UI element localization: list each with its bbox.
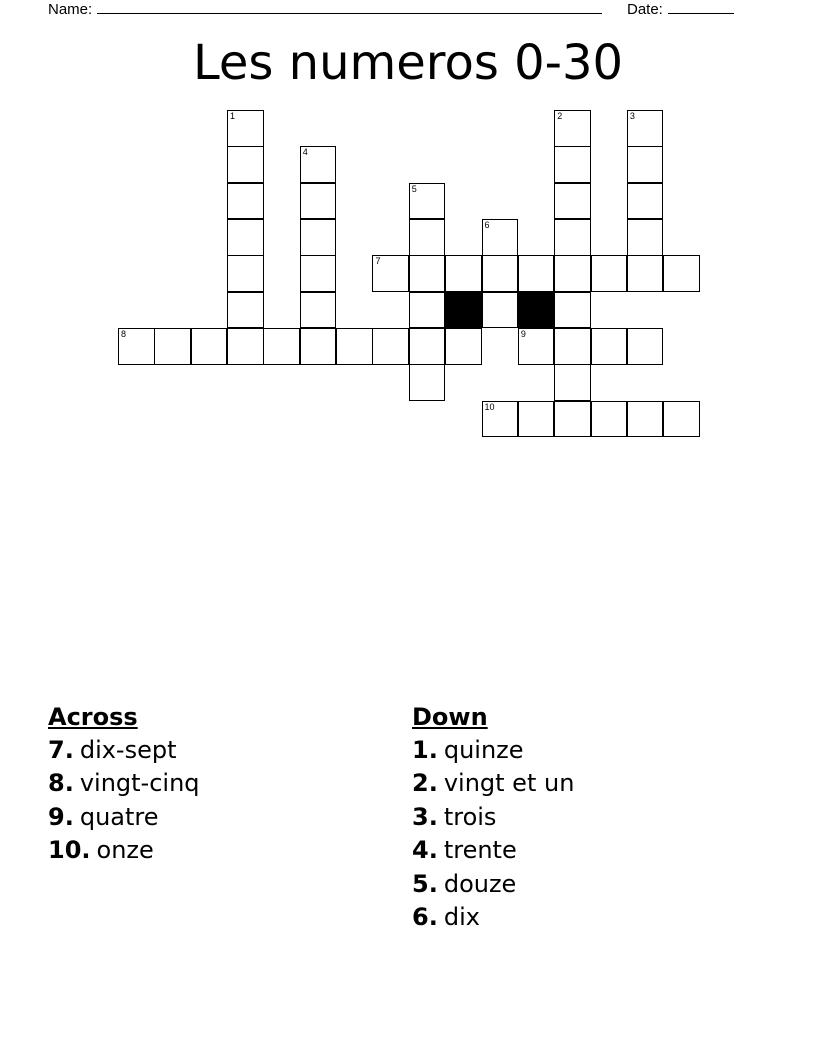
clue-item-number: 9.	[48, 802, 74, 831]
clue-item-text: quinze	[443, 736, 524, 764]
clue-item	[412, 834, 574, 867]
grid-cell[interactable]	[154, 328, 191, 365]
clue-item	[412, 734, 574, 767]
grid-cell[interactable]	[482, 255, 519, 292]
grid-cell[interactable]	[372, 255, 409, 292]
clue-item	[48, 767, 200, 800]
grid-cell[interactable]	[300, 328, 337, 365]
grid-cell[interactable]	[554, 401, 591, 438]
clue-item	[412, 901, 574, 934]
grid-cell[interactable]	[409, 219, 446, 256]
grid-cell[interactable]	[336, 328, 373, 365]
clue-item-number: 10.	[48, 836, 91, 865]
clue-item-text: quatre	[79, 802, 159, 831]
clue-item-number: 4.	[412, 836, 438, 865]
grid-cell[interactable]	[627, 219, 664, 256]
grid-cell[interactable]	[409, 255, 446, 292]
grid-cell[interactable]	[300, 292, 337, 329]
grid-cell[interactable]	[627, 255, 664, 292]
clue-item-text: trente	[443, 836, 517, 865]
clue-number: 9	[520, 329, 526, 340]
clue-item	[412, 868, 574, 901]
clue-item-text: douze	[443, 869, 517, 898]
grid-cell[interactable]	[227, 110, 264, 147]
grid-cell[interactable]	[227, 146, 264, 183]
grid-cell[interactable]	[554, 292, 591, 329]
clue-number: 2	[557, 111, 563, 121]
clue-number: 6	[484, 220, 490, 231]
clue-item-number: 3.	[412, 802, 438, 831]
clue-item-number: 2.	[412, 769, 438, 798]
grid-cell[interactable]	[409, 183, 446, 220]
grid-cell[interactable]	[518, 255, 555, 292]
clue-number: 3	[629, 111, 635, 121]
grid-cell[interactable]	[409, 328, 446, 365]
grid-cell[interactable]	[591, 328, 628, 365]
clue-item-text: onze	[96, 836, 154, 865]
across-clues	[48, 700, 200, 868]
grid-cell[interactable]	[482, 219, 519, 256]
grid-cell[interactable]	[227, 292, 264, 329]
clue-item	[48, 801, 200, 834]
grid-cell[interactable]	[554, 255, 591, 292]
clue-item-number: 1.	[412, 736, 438, 764]
down-clue-list	[412, 734, 574, 934]
grid-cell[interactable]	[263, 328, 300, 365]
grid-cell[interactable]	[482, 401, 519, 438]
grid-cell[interactable]	[227, 219, 264, 256]
down-heading: Down	[412, 703, 488, 731]
grid-cell[interactable]	[227, 255, 264, 292]
across-heading: Across	[48, 703, 138, 731]
grid-cell[interactable]	[518, 401, 555, 438]
clue-item-text: vingt-cinq	[79, 769, 200, 798]
grid-cell[interactable]	[482, 292, 519, 329]
clue-item	[412, 767, 574, 800]
grid-cell[interactable]	[300, 146, 337, 183]
grid-cell[interactable]	[554, 183, 591, 220]
clue-item	[412, 801, 574, 834]
grid-cell[interactable]	[445, 255, 482, 292]
clue-item-number: 8.	[48, 769, 74, 798]
clue-number: 1	[230, 111, 236, 121]
grid-cell[interactable]	[554, 364, 591, 401]
across-clue-list	[48, 734, 200, 868]
clue-number: 4	[302, 147, 308, 158]
clue-number: 8	[121, 329, 127, 340]
page-title: Les numeros 0-30	[192, 35, 624, 91]
grid-cell[interactable]	[191, 328, 228, 365]
grid-cell[interactable]	[627, 146, 664, 183]
grid-cell[interactable]	[554, 146, 591, 183]
grid-cell[interactable]	[554, 219, 591, 256]
clue-item-number: 5.	[412, 869, 438, 898]
grid-cell[interactable]	[554, 110, 591, 147]
clue-number: 5	[411, 183, 417, 194]
grid-cell[interactable]	[627, 328, 664, 365]
grid-cell[interactable]	[591, 255, 628, 292]
clue-item-number: 6.	[412, 903, 438, 932]
grid-cell[interactable]	[627, 183, 664, 220]
grid-cell[interactable]	[300, 219, 337, 256]
clue-item	[48, 834, 200, 867]
grid-cell[interactable]	[300, 183, 337, 220]
grid-cell[interactable]	[409, 364, 446, 401]
grid-cell[interactable]	[227, 328, 264, 365]
grid-cell[interactable]	[300, 255, 337, 292]
date-label: Date:	[627, 1, 663, 18]
grid-cell[interactable]	[227, 183, 264, 220]
clue-item	[48, 734, 200, 767]
grid-cell[interactable]	[518, 328, 555, 365]
name-label: Name:	[48, 1, 93, 18]
clue-number: 7	[375, 256, 381, 267]
black-cell	[445, 292, 482, 329]
grid-cell[interactable]	[663, 401, 700, 438]
clue-item-text: vingt et un	[443, 769, 575, 798]
grid-cell[interactable]	[445, 328, 482, 365]
grid-cell[interactable]	[372, 328, 409, 365]
grid-cell[interactable]	[627, 401, 664, 438]
grid-cell[interactable]	[554, 328, 591, 365]
black-cell	[518, 292, 555, 329]
grid-cell[interactable]	[663, 255, 700, 292]
clue-number: 10	[484, 401, 495, 412]
clue-item-text: dix	[443, 903, 480, 932]
down-clues	[412, 700, 574, 934]
crossword-grid	[0, 0, 816, 460]
clue-item-number: 7.	[48, 736, 74, 764]
clue-item-text: trois	[443, 802, 497, 831]
clue-item-text: dix-sept	[79, 736, 177, 764]
grid-cell[interactable]	[409, 292, 446, 329]
grid-cell[interactable]	[627, 110, 664, 147]
grid-cell[interactable]	[118, 328, 155, 365]
grid-cell[interactable]	[591, 401, 628, 438]
